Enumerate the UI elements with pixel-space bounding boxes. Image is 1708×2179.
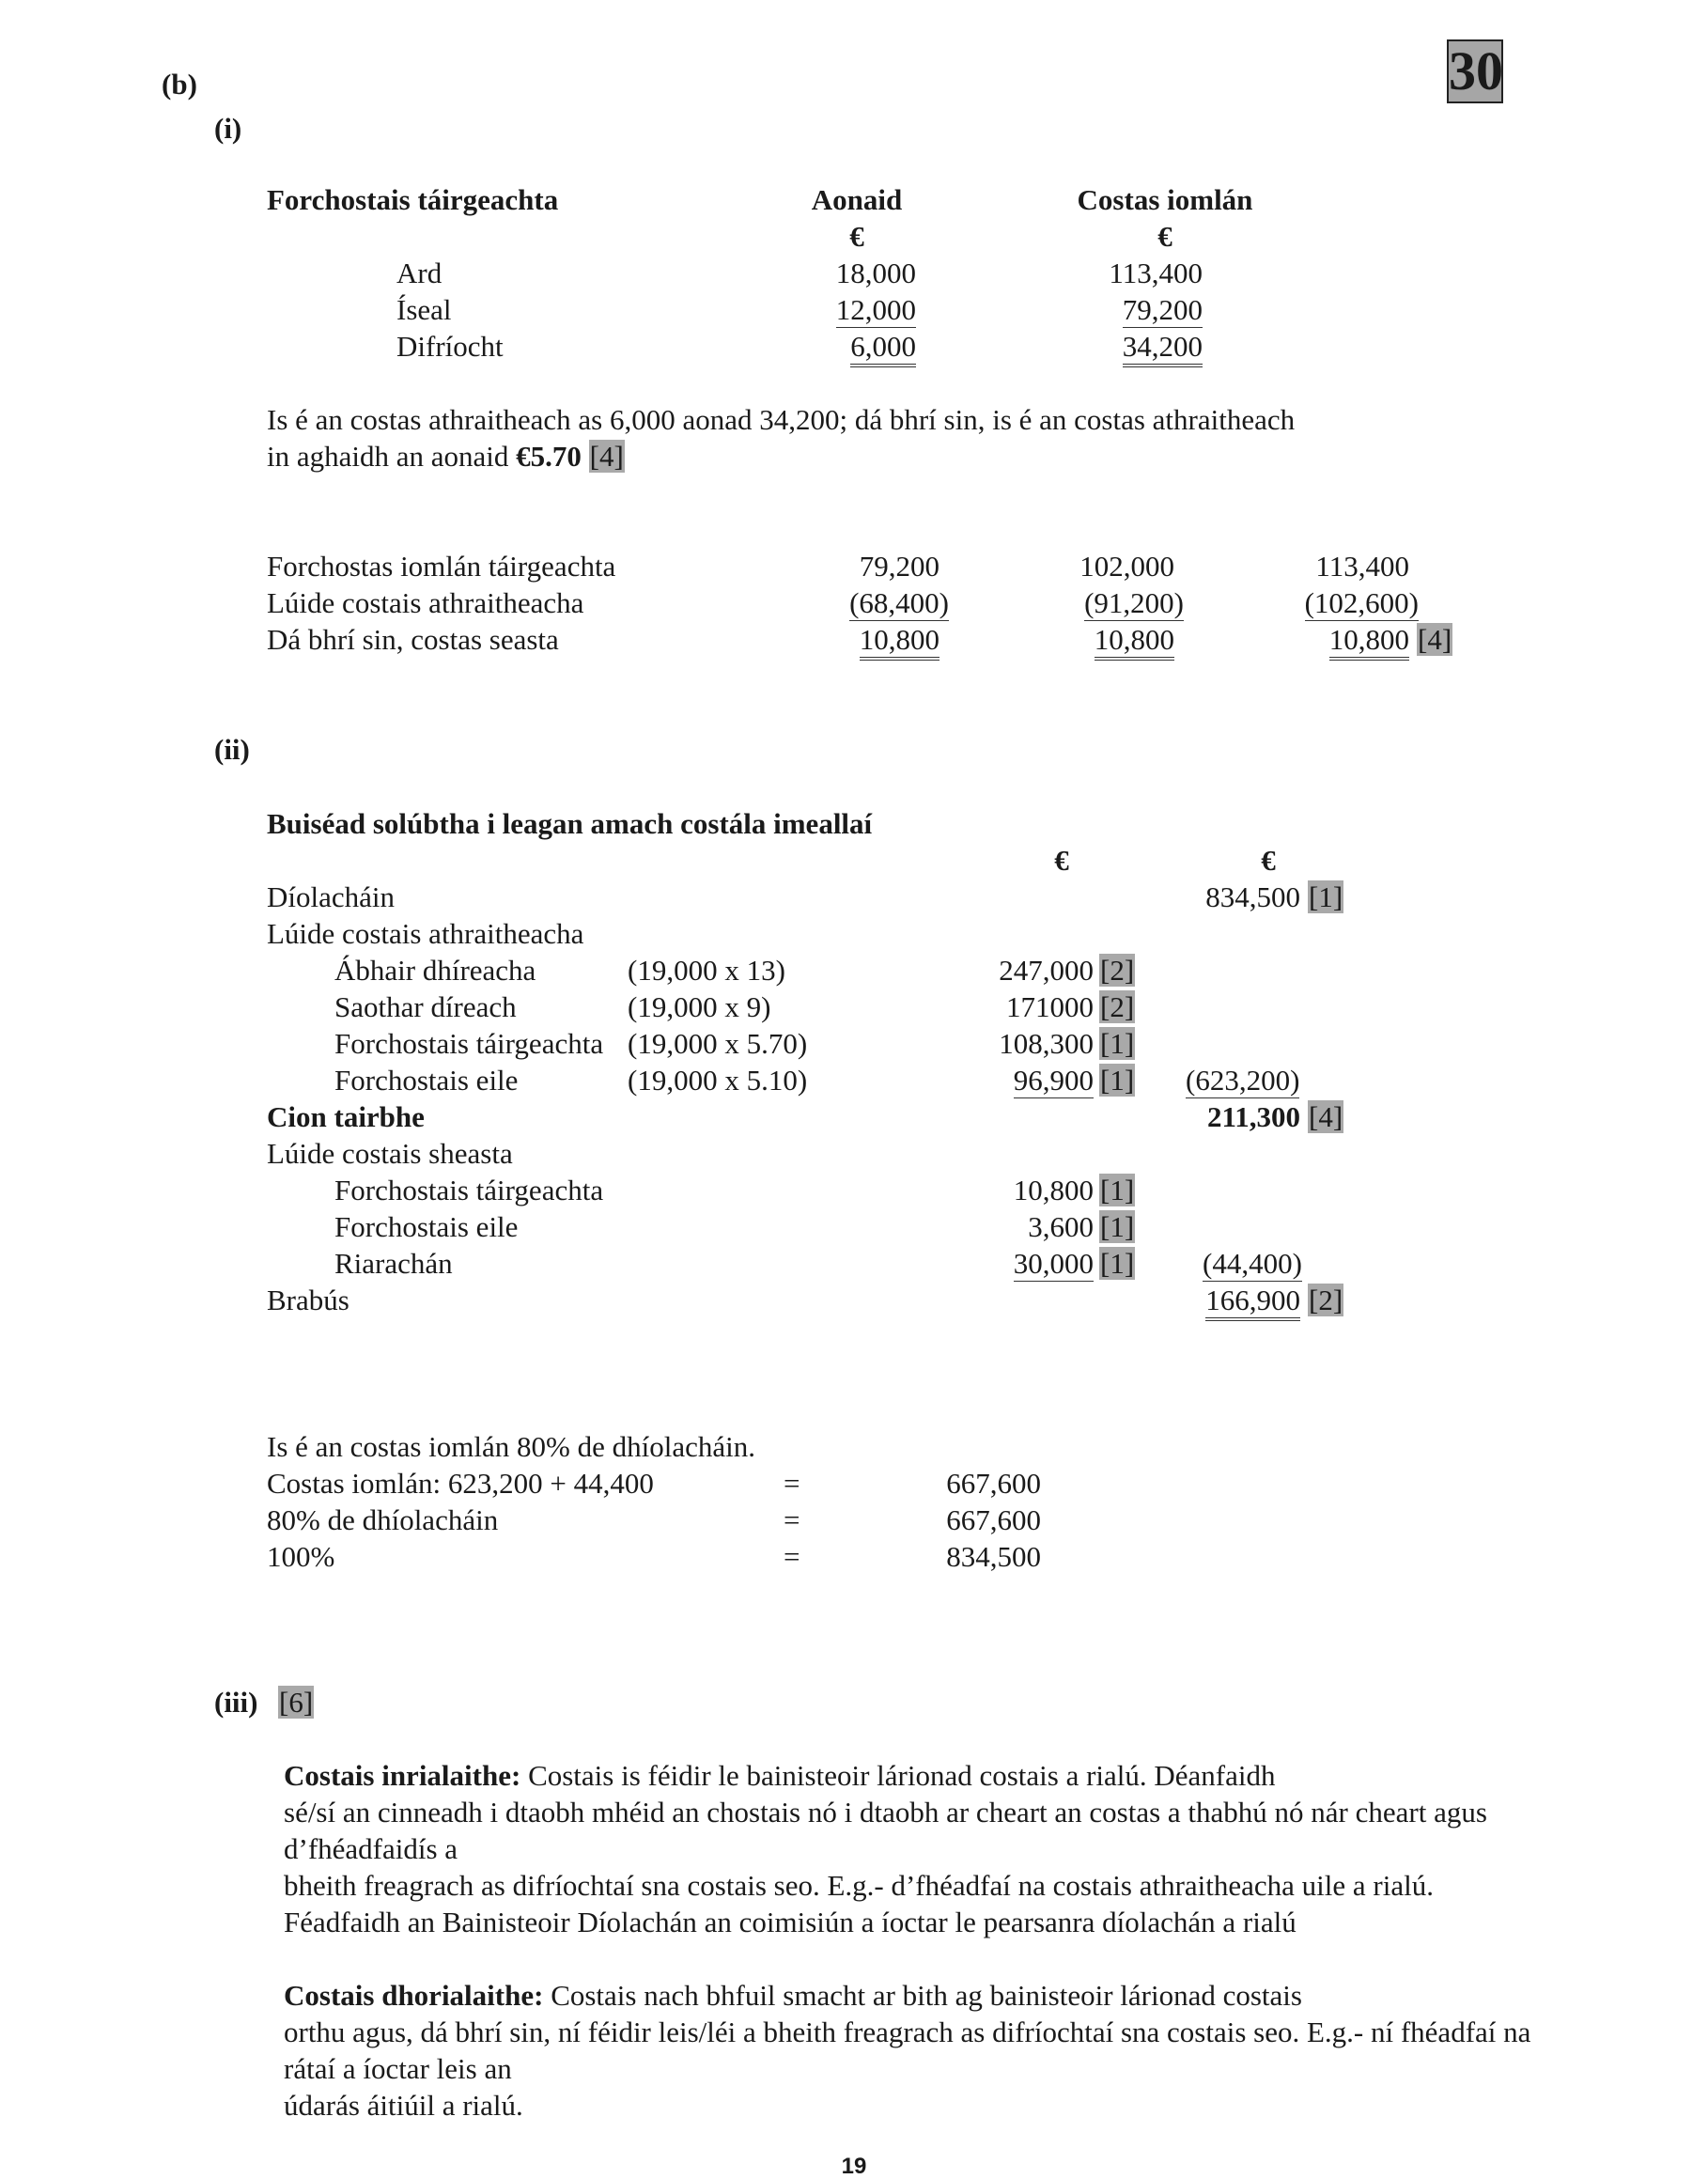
uncontrollable-line: rátaí a íoctar leis an: [284, 2052, 512, 2085]
table1-row-label: Ard: [396, 257, 443, 289]
table1-total: 113,400: [1109, 257, 1203, 289]
var-cost-label: Forchostais táirgeachta: [334, 1027, 604, 1060]
table2-row-label: Forchostas iomlán táirgeachta: [267, 550, 616, 583]
var-cost-label: Saothar díreach: [334, 990, 517, 1023]
var-cost-calc: (19,000 x 5.70): [628, 1027, 808, 1060]
controllable-line: d’fhéadfaidís a: [284, 1832, 458, 1865]
mark-badge: [4]: [589, 440, 624, 473]
mark-badge: [6]: [279, 1686, 314, 1719]
variable-costs-total: (623,200): [1186, 1064, 1300, 1097]
part-label-iii: (iii): [214, 1686, 258, 1719]
variable-cost-per-unit-line: in aghaidh an aonaid €5.70 [4]: [267, 440, 624, 473]
marks-total-box: 30: [1449, 40, 1503, 101]
fixed-cost-value: 10,800: [1013, 1174, 1094, 1206]
page-number: 19: [841, 2154, 867, 2179]
variable-cost-explanation: Is é an costas athraitheach as 6,000 aonad 34,200; dá bhrí sin, is é an costas athraitheach: [267, 403, 1296, 436]
budget-title: Buiséad solúbtha i leagan amach costála imeallaí: [267, 807, 873, 840]
mark-badge: [4]: [1418, 623, 1452, 656]
controllable-line: Féadfaidh an Bainisteoir Díolachán an coimisiún a íoctar le pearsanra díolachán a rialú: [284, 1906, 1297, 1938]
var-cost-calc: (19,000 x 9): [628, 990, 771, 1023]
mark-badge: [1]: [1100, 1174, 1135, 1206]
table2-value: 113,400: [1315, 550, 1409, 583]
calc-equals: =: [784, 1467, 800, 1500]
sales-value: 834,500: [1205, 880, 1300, 913]
calc-value: 667,600: [946, 1503, 1041, 1536]
mark-badge: [1]: [1100, 1064, 1135, 1097]
currency-symbol: €: [1157, 220, 1172, 253]
mark-badge: [2]: [1100, 954, 1135, 987]
table1-total: 79,200: [1122, 293, 1203, 326]
mark-badge: [4]: [1309, 1100, 1343, 1133]
contribution-label: Cion tairbhe: [267, 1100, 425, 1133]
fixed-cost-label: Forchostais eile: [334, 1210, 519, 1243]
mark-badge: [1]: [1100, 1027, 1135, 1060]
controllable-line: sé/sí an cinneadh i dtaobh mhéid an chostais nó i dtaobh ar cheart an costas a thabhú nó nár cheart agus: [284, 1796, 1487, 1829]
mark-badge: [1]: [1100, 1247, 1135, 1280]
table1-units: 12,000: [835, 293, 916, 326]
mark-badge: [2]: [1100, 990, 1135, 1023]
controllable-line: Costais inrialaithe: Costais is féidir le bainisteoir lárionad costais a rialú. Déanfaidh: [284, 1759, 1276, 1792]
var-cost-value: 247,000: [999, 954, 1094, 987]
table2-value: 10,800: [860, 623, 939, 661]
fixed-costs-total: (44,400): [1203, 1247, 1302, 1280]
uncontrollable-line: orthu agus, dá bhrí sin, ní féidir leis/léi a bheith freagrach as difríochtaí sna costais seo. E.g.- ní fhéadfaí na: [284, 2016, 1531, 2048]
calc-equals: =: [784, 1540, 800, 1573]
uncontrollable-line: Costais dhorialaithe: Costais nach bhfuil smacht ar bith ag bainisteoir lárionad costais: [284, 1979, 1302, 2012]
table1-units: 18,000: [835, 257, 916, 289]
table1-total: 34,200: [1123, 330, 1203, 367]
var-cost-calc: (19,000 x 5.10): [628, 1064, 808, 1097]
variable-cost-per-unit-value: €5.70: [516, 440, 582, 473]
fixed-cost-label: Riarachán: [334, 1247, 453, 1280]
mark-badge: [2]: [1309, 1284, 1343, 1316]
table2-value: (68,400): [849, 586, 949, 619]
calc-label: 100%: [267, 1540, 335, 1573]
contribution-value: 211,300: [1206, 1100, 1300, 1133]
calc-equals: =: [784, 1503, 800, 1536]
controllable-heading: Costais inrialaithe:: [284, 1759, 521, 1792]
var-cost-label: Forchostais eile: [334, 1064, 519, 1097]
table2-row-label: Lúide costais athraitheacha: [267, 586, 584, 619]
var-cost-calc: (19,000 x 13): [628, 954, 785, 987]
profit-value: 166,900: [1205, 1284, 1300, 1321]
part-label-i: (i): [214, 112, 242, 145]
fixed-costs-heading: Lúide costais sheasta: [267, 1137, 513, 1170]
table2-value: (102,600): [1304, 586, 1419, 619]
table2-value: (91,200): [1084, 586, 1184, 619]
calc-value: 834,500: [946, 1540, 1041, 1573]
currency-symbol: €: [1054, 844, 1069, 877]
var-cost-value: 96,900: [1013, 1064, 1094, 1097]
table2-value: 102,000: [1079, 550, 1174, 583]
fixed-cost-value: 3,600: [1028, 1210, 1094, 1243]
uncontrollable-line: údarás áitiúil a rialú.: [284, 2089, 523, 2122]
controllable-line: bheith freagrach as difríochtaí sna costais seo. E.g.- d’fhéadfaí na costais athraitheacha uile a rialú.: [284, 1869, 1434, 1902]
col-header-total-cost: Costas iomlán: [1077, 183, 1253, 216]
table1-row-label: Difríocht: [396, 330, 504, 363]
var-cost-value: 108,300: [999, 1027, 1094, 1060]
calc-value: 667,600: [946, 1467, 1041, 1500]
table2-value: 10,800: [1095, 623, 1174, 661]
table1-row-label: Íseal: [396, 293, 452, 326]
col-header-units: Aonaid: [811, 183, 903, 216]
fixed-cost-value: 30,000: [1013, 1247, 1094, 1280]
fixed-cost-label: Forchostais táirgeachta: [334, 1174, 604, 1206]
mark-badge: [1]: [1100, 1210, 1135, 1243]
var-cost-label: Ábhair dhíreacha: [334, 954, 536, 987]
calc-intro: Is é an costas iomlán 80% de dhíolacháin.: [267, 1430, 755, 1463]
calc-label: 80% de dhíolacháin: [267, 1503, 499, 1536]
mark-badge: [1]: [1309, 880, 1343, 913]
table2-value: 10,800: [1329, 623, 1409, 661]
table1-title: Forchostais táirgeachta: [267, 183, 559, 216]
sales-label: Díolacháin: [267, 880, 396, 913]
profit-label: Brabús: [267, 1284, 349, 1316]
currency-symbol: €: [849, 220, 864, 253]
variable-costs-heading: Lúide costais athraitheacha: [267, 917, 584, 950]
table1-units: 6,000: [850, 330, 916, 367]
part-label-ii: (ii): [214, 733, 250, 766]
table2-row-label: Dá bhrí sin, costas seasta: [267, 623, 559, 656]
table2-value: 79,200: [859, 550, 939, 583]
section-label-b: (b): [162, 68, 197, 101]
calc-label: Costas iomlán: 623,200 + 44,400: [267, 1467, 654, 1500]
uncontrollable-heading: Costais dhorialaithe:: [284, 1979, 544, 2012]
currency-symbol: €: [1261, 844, 1276, 877]
var-cost-value: 171000: [1006, 990, 1094, 1023]
